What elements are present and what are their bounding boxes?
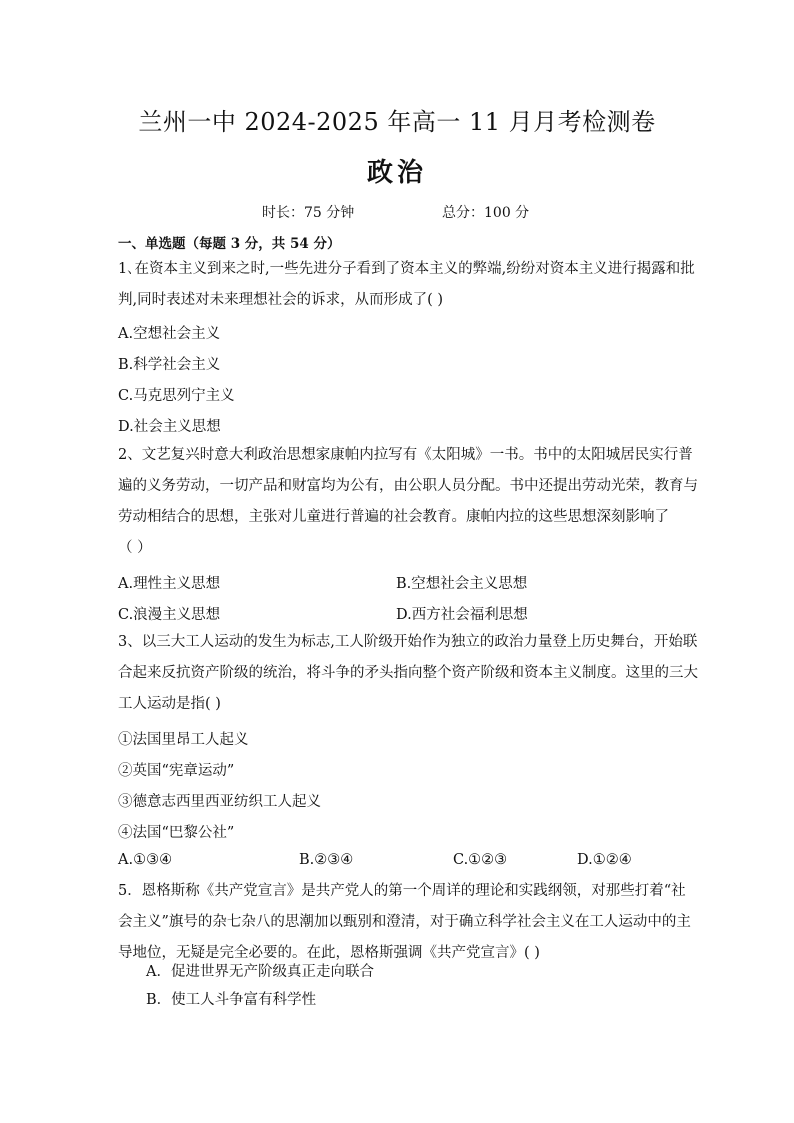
option-d: D.西方社会福利思想 bbox=[396, 607, 528, 623]
option-c: C.①②③ bbox=[453, 852, 508, 868]
duration-text: 时长：75 分钟 bbox=[262, 205, 355, 221]
question-text-line: 合起来反抗资产阶级的统治，将斗争的矛头指向整个资产阶级和资本主义制度。这里的三大 bbox=[118, 665, 698, 681]
question-text-line: 导地位，无疑是完全必要的。在此，恩格斯强调《共产党宣言》( ) bbox=[118, 945, 540, 961]
option-b: B．使工人斗争富有科学性 bbox=[146, 992, 317, 1008]
subject-title: 政治 bbox=[366, 158, 427, 188]
question-text-line: （ ） bbox=[118, 540, 152, 556]
statement-item: ①法国里昂工人起义 bbox=[118, 732, 249, 748]
question-text-line: 3、以三大工人运动的发生为标志,工人阶级开始作为独立的政治力量登上历史舞台，开始联 bbox=[118, 634, 698, 650]
statement-item: ③德意志西里西亚纺织工人起义 bbox=[118, 794, 321, 810]
question-text-line: 判,同时表述对未来理想社会的诉求，从而形成了( ) bbox=[118, 292, 444, 308]
question-text-line: 会主义”旗号的杂七杂八的思潮加以甄别和澄清，对于确立科学社会主义在工人运动中的主 bbox=[118, 914, 691, 930]
option-a: A.①③④ bbox=[118, 852, 173, 868]
question-text-line: 工人运动是指( ) bbox=[118, 696, 221, 712]
option-c: C.马克思列宁主义 bbox=[118, 388, 235, 404]
question-text-line: 1､在资本主义到来之时,一些先进分子看到了资本主义的弊端,纷纷对资本主义进行揭露和批 bbox=[118, 261, 695, 277]
option-b: B.②③④ bbox=[299, 852, 354, 868]
option-a: A．促进世界无产阶级真正走向联合 bbox=[146, 964, 374, 980]
question-text-line: 2、文艺复兴时意大利政治思想家康帕内拉写有《太阳城》一书。书中的太阳城居民实行普 bbox=[118, 447, 693, 463]
question-text-line: 遍的义务劳动，一切产品和财富均为公有，由公职人员分配。书中还提出劳动光荣，教育与 bbox=[118, 478, 698, 494]
option-b: B.空想社会主义思想 bbox=[396, 576, 528, 592]
total-score-text: 总分：100 分 bbox=[442, 205, 530, 221]
question-text-line: 劳动相结合的思想，主张对儿童进行普遍的社会教育。康帕内拉的这些思想深刻影响了 bbox=[118, 509, 669, 525]
statement-item: ②英国“宪章运动” bbox=[118, 763, 235, 779]
question-text-line: 5．恩格斯称《共产党宣言》是共产党人的第一个周详的理论和实践纲领，对那些打着“社 bbox=[118, 883, 686, 899]
section-heading: 一、单选题（每题 3 分，共 54 分） bbox=[118, 236, 341, 252]
option-c: C.浪漫主义思想 bbox=[118, 607, 221, 623]
option-a: A.空想社会主义 bbox=[118, 326, 221, 342]
option-d: D.社会主义思想 bbox=[118, 419, 221, 435]
option-b: B.科学社会主义 bbox=[118, 357, 221, 373]
option-d: D.①②④ bbox=[577, 852, 632, 868]
statement-item: ④法国“巴黎公社” bbox=[118, 825, 235, 841]
exam-title: 兰州一中 2024-2025 年高一 11 月月考检测卷 bbox=[138, 108, 656, 136]
option-a: A.理性主义思想 bbox=[118, 576, 221, 592]
